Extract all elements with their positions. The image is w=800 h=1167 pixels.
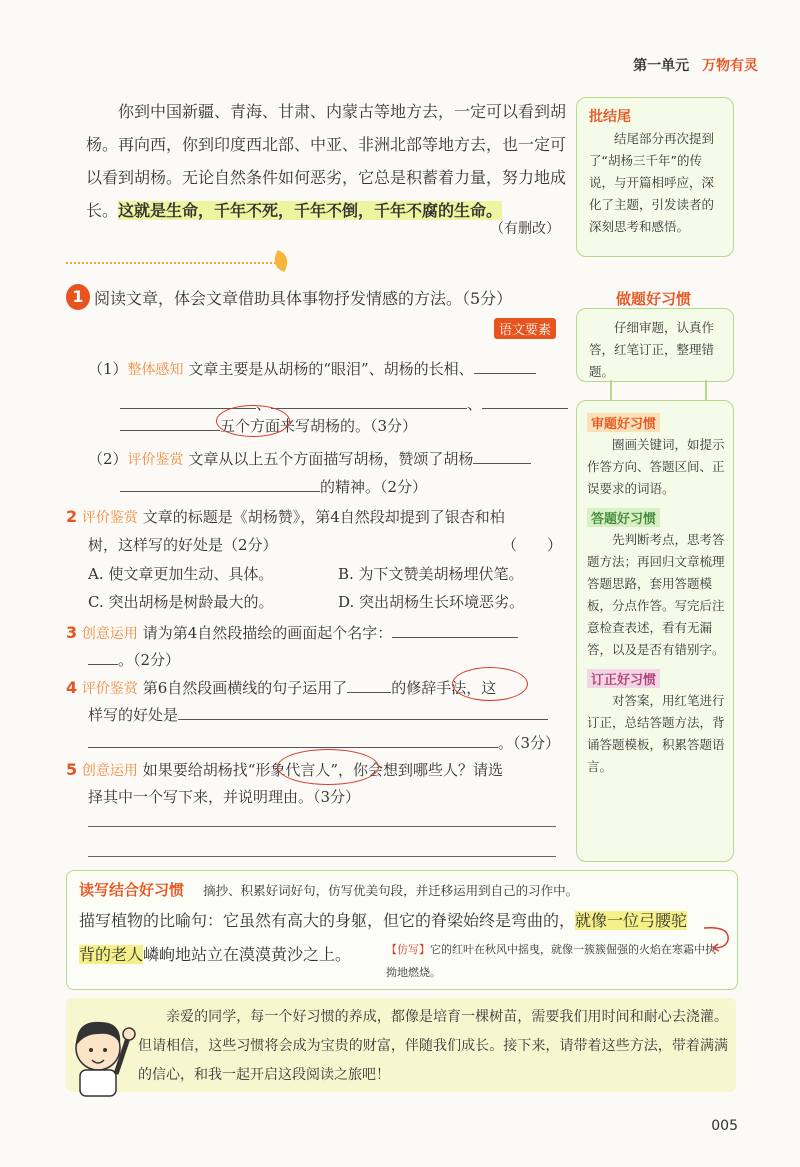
reading-writing-title: 读写结合好习惯 [79, 881, 185, 899]
boy-illustration-icon [68, 1002, 140, 1098]
question-stem: 的 [391, 679, 407, 697]
habit-item-text: 先判断考点，思考答题方法；再回归文章梳理答题思路，套用答题模板，分点作答。写完后注意检查表述，看有无漏答，以及是否有错别字。 [587, 532, 725, 657]
question-stem: ，这 [466, 679, 497, 697]
tag-overall: 整体感知 [127, 362, 184, 378]
passage-highlight: 这就是生命，千年不死，千年不倒，千年不腐的生命。 [118, 201, 503, 220]
question-number: 5 [66, 760, 78, 779]
answer-blank[interactable] [88, 648, 118, 665]
answer-blank[interactable] [474, 357, 536, 374]
habit-item-title: 订正好习惯 [587, 669, 660, 688]
question-stem: 样写的好处是 [88, 706, 179, 724]
habit-item-text: 圈画关键词，如提示作答方向、答题区间、正误要求的词语。 [587, 437, 725, 496]
tag-creative: 创意运用 [81, 763, 138, 779]
passage-paragraph [86, 95, 566, 227]
option-b[interactable]: B. 为下文赞美胡杨埋伏笔。 [338, 565, 524, 583]
sub-text-end: 的精神。（2分） [320, 478, 428, 496]
answer-line[interactable] [88, 856, 556, 857]
question-1-stem: 阅读文章，体会文章借助具体事物抒发情感的方法。（5分） [94, 289, 513, 308]
question-1-2-line2 [120, 475, 427, 498]
question-stem: 如果要给胡杨找“ [142, 761, 256, 779]
answer-line[interactable] [88, 826, 556, 827]
tag-evaluate: 评价鉴赏 [81, 681, 138, 697]
answer-blank[interactable] [347, 676, 391, 693]
question-stem: 第6自然段画横线的句子运用了 [142, 679, 348, 697]
question-stem: 请为第4自然段描绘的画面起个名字： [142, 624, 393, 642]
passage-source: （有删改） [490, 221, 560, 237]
side-note-text: 结尾部分再次提到了“胡杨三千年”的传说，与开篇相呼应，深化了主题，引发读者的深刻思考和感悟。 [589, 131, 715, 234]
page-number: 005 [711, 1118, 738, 1134]
circled-text: 修辞手法 [406, 679, 467, 697]
imitation-tag: 【仿写】 [386, 943, 430, 956]
question-1-2 [88, 447, 531, 471]
separator: 、 [256, 395, 272, 413]
reading-writing-line [79, 904, 737, 938]
question-number: 2 [66, 507, 78, 526]
question-number: 4 [66, 678, 78, 697]
habit-item [587, 413, 725, 500]
answer-blank[interactable] [88, 731, 498, 748]
answer-blank[interactable] [482, 392, 568, 409]
question-5-line2: 择其中一个写下来，并说明理由。（3分） [88, 788, 361, 806]
question-1-badge: 1 [66, 284, 90, 310]
connector [705, 380, 707, 402]
question-3 [66, 621, 518, 645]
sub-text-end: 来写胡杨的。（3分） [280, 417, 418, 435]
circled-text: 五个方面 [220, 417, 281, 435]
sub-number: （2） [88, 450, 128, 468]
answer-blank[interactable] [473, 447, 531, 464]
habit-item [587, 508, 725, 661]
sub-text: 文章主要是从胡杨的“眼泪”、胡杨的长相、 [188, 360, 474, 378]
passage-text: 你到中国新疆、青海、甘肃、内蒙古等地方去，一定可以看到胡杨。再向西，你到印度西北部、中亚、非洲北部等地方去，也一定可以看到胡杨。无论自然条件如何恶劣，它总是积蓄着力量，努力地成长。 [86, 102, 567, 220]
yaosu-badge: 语文要素 [494, 318, 556, 339]
answer-parentheses[interactable]: （ ） [502, 536, 563, 554]
imitation-note [386, 938, 726, 984]
example-highlight: 就像一位弓腰驼 [575, 911, 688, 930]
imitation-text: 它的红叶在秋风中摇曳，就像一簇簇倔强的火焰在寒霜中执拗地燃烧。 [386, 943, 716, 979]
reading-writing-header [79, 879, 737, 900]
sub-text: 文章从以上五个方面描写胡杨，赞颂了胡杨 [188, 450, 474, 468]
red-circle-mark [277, 749, 379, 785]
question-4-line2 [88, 703, 548, 726]
question-1-1-line2 [120, 392, 568, 415]
closing-text: 亲爱的同学，每一个好习惯的养成，都像是培育一棵树苗，需要我们用时间和耐心去浇灌。但请相信，这些习惯将会成为宝贵的财富，伴随我们成长。接下来，请带着这些方法，带着满满的信心，和我一起开启这段阅读之旅吧！ [138, 1009, 728, 1083]
option-c[interactable]: C. 突出胡杨是树龄最大的。 [88, 593, 274, 611]
habit-item-title: 审题好习惯 [587, 413, 660, 432]
habit-item-text: 对答案，用红笔进行订正，总结答题方法，背诵答题模板，积累答题语言。 [587, 693, 725, 774]
answer-blank[interactable] [392, 621, 518, 638]
habit-list-box [576, 400, 734, 862]
red-circle-mark [452, 667, 528, 701]
answer-blank[interactable] [178, 703, 548, 720]
leaf-icon [271, 250, 290, 272]
arrow-mark [700, 924, 734, 952]
sub-number: （1） [88, 360, 128, 378]
example-highlight: 背的老人 [79, 945, 144, 964]
question-end: 。（3分） [498, 734, 561, 752]
answer-blank[interactable] [120, 414, 220, 431]
answer-blank[interactable] [271, 392, 467, 409]
question-number: 3 [66, 623, 78, 642]
habit-item-title: 答题好习惯 [587, 508, 660, 527]
question-stem: 文章的标题是《胡杨赞》，第4自然段却提到了银杏和柏 [142, 508, 505, 526]
reading-writing-subtitle: 摘抄、积累好词好句，仿写优美句段，并迁移运用到自己的习作中。 [203, 883, 579, 898]
example-text: 嶙峋地站立在漠漠黄沙之上。 [143, 945, 352, 964]
question-3-line2 [88, 648, 180, 671]
habit-item [587, 669, 725, 778]
red-circle-mark [216, 405, 290, 437]
tag-evaluate: 评价鉴赏 [127, 452, 184, 468]
question-2 [66, 506, 505, 529]
habit-text: 仔细审题，认真作答，红笔订正，整理错题。 [589, 320, 715, 379]
unit-label: 第一单元 [633, 58, 690, 74]
question-4 [66, 676, 496, 700]
question-end: 。（2分） [118, 651, 181, 669]
question-1-1 [88, 357, 536, 381]
option-d[interactable]: D. 突出胡杨生长环境恶劣。 [338, 593, 525, 611]
section-divider [66, 262, 276, 264]
circled-text: 形象代言人 [255, 761, 331, 779]
habit-box [576, 308, 734, 382]
connector [610, 380, 612, 402]
option-a[interactable]: A. 使文章更加生动、具体。 [88, 565, 274, 583]
tag-creative: 创意运用 [81, 626, 138, 642]
habit-title: 做题好习惯 [616, 290, 692, 308]
unit-header [633, 55, 758, 75]
answer-blank[interactable] [120, 475, 320, 492]
separator: 、 [467, 395, 483, 413]
question-2-line2: 树，这样写的好处是（2分） [88, 536, 278, 554]
tag-evaluate: 评价鉴赏 [81, 510, 138, 526]
side-note-box [576, 97, 734, 257]
example-text: 描写植物的比喻句：它虽然有高大的身躯，但它的脊梁始终是弯曲的， [79, 911, 576, 930]
side-note-title: 批结尾 [589, 109, 631, 125]
question-stem: ”，你会想到哪些人？请选 [330, 761, 504, 779]
unit-title: 万物有灵 [702, 58, 758, 74]
